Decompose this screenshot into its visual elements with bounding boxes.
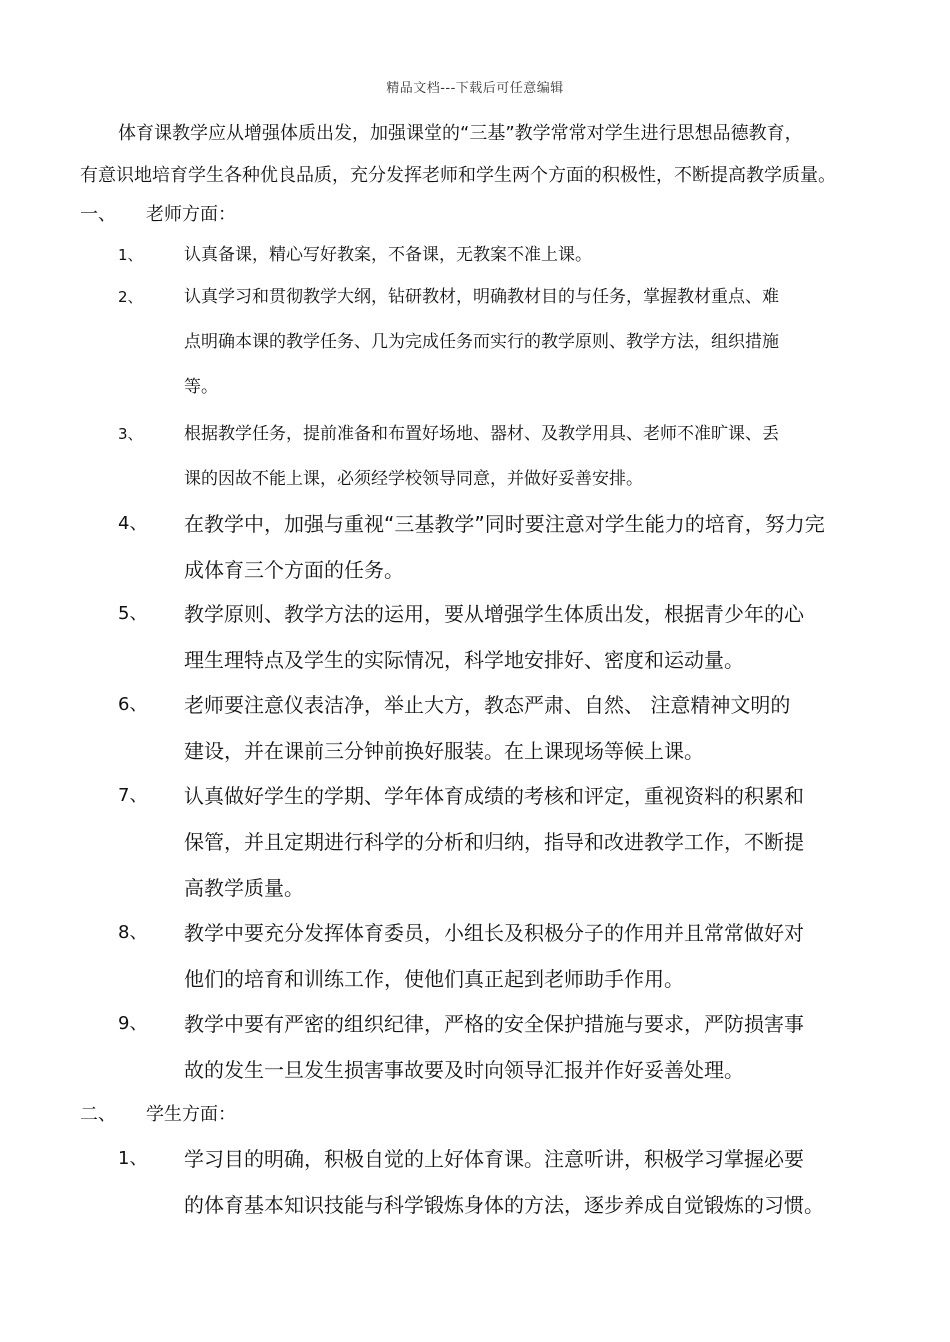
item-number: 1、: [118, 1148, 148, 1169]
section-heading-teachers: [80, 200, 236, 230]
item-line: 教学中要有严密的组织纪律，严格的安全保护措施与要求，严防损害事: [184, 1012, 804, 1036]
item-text: [184, 773, 874, 911]
intro-line: 有意识地培育学生各种优良品质，充分发挥老师和学生两个方面的积极性，不断提高教学质量。: [80, 165, 836, 186]
item-line: 老师要注意仪表洁净，举止大方，教态严肃、自然、 注意精神文明的: [184, 693, 791, 717]
item-number: 3、: [118, 425, 143, 443]
section-number: 二、: [80, 1104, 116, 1125]
header-note: 精品文档---下载后可任意编辑: [386, 81, 564, 96]
item-text: [184, 1136, 874, 1228]
section-title: 学生方面：: [146, 1104, 236, 1125]
item-text: [184, 501, 874, 593]
list-item: [118, 412, 878, 502]
item-text: [184, 275, 874, 410]
item-text: [184, 1001, 874, 1093]
list-item: [118, 275, 878, 410]
item-text: [184, 233, 874, 278]
item-line: 成体育三个方面的任务。: [184, 558, 404, 582]
item-line: 理生理特点及学生的实际情况，科学地安排好、密度和运动量。: [184, 648, 744, 672]
item-line: 教学原则、教学方法的运用，要从增强学生体质出发，根据青少年的心: [184, 602, 804, 626]
item-line: 等。: [184, 377, 218, 397]
item-line: 他们的培育和训练工作，使他们真正起到老师助手作用。: [184, 967, 684, 991]
item-number: 5、: [118, 603, 148, 624]
item-text: [184, 682, 874, 774]
item-line: 认真备课，精心写好教案，不备课，无教案不准上课。: [184, 245, 592, 265]
item-line: 教学中要充分发挥体育委员，小组长及积极分子的作用并且常常做好对: [184, 921, 804, 945]
item-number: 8、: [118, 922, 148, 943]
section-number: 一、: [80, 204, 116, 225]
list-item: [118, 1001, 878, 1093]
item-number: 9、: [118, 1013, 148, 1034]
item-line: 课的因故不能上课，必须经学校领导同意，并做好妥善安排。: [184, 469, 643, 489]
item-line: 故的发生一旦发生损害事故要及时向领导汇报并作好妥善处理。: [184, 1058, 744, 1082]
intro-paragraph: [80, 113, 890, 197]
section-title: 老师方面：: [146, 204, 236, 225]
section-heading-students: [80, 1100, 236, 1130]
item-number: 6、: [118, 694, 148, 715]
list-item: [118, 773, 878, 911]
item-line: 学习目的明确，积极自觉的上好体育课。注意听讲，积极学习掌握必要: [184, 1147, 804, 1171]
item-number: 2、: [118, 288, 143, 306]
item-number: 7、: [118, 785, 148, 806]
item-line: 的体育基本知识技能与科学锻炼身体的方法，逐步养成自觉锻炼的习惯。: [184, 1193, 824, 1217]
list-item: [118, 501, 878, 593]
list-item: [118, 1136, 878, 1228]
item-line: 在教学中，加强与重视“三基教学”同时要注意对学生能力的培育，努力完: [184, 512, 825, 536]
item-text: [184, 591, 874, 683]
list-item: [118, 591, 878, 683]
item-line: 保管，并且定期进行科学的分析和归纳，指导和改进教学工作，不断提: [184, 830, 804, 854]
item-number: 1、: [118, 246, 143, 264]
item-line: 认真学习和贯彻教学大纲，钻研教材，明确教材目的与任务，掌握教材重点、难: [184, 287, 779, 307]
intro-line: 体育课教学应从增强体质出发，加强课堂的“三基”教学常常对学生进行思想品德教育，: [118, 123, 803, 144]
list-item: [118, 233, 878, 278]
item-line: 认真做好学生的学期、学年体育成绩的考核和评定，重视资料的积累和: [184, 784, 804, 808]
item-line: 建设，并在课前三分钟前换好服装。在上课现场等候上课。: [184, 739, 704, 763]
item-line: 点明确本课的教学任务、几为完成任务而实行的教学原则、教学方法，组织措施: [184, 332, 779, 352]
item-text: [184, 412, 874, 502]
list-item: [118, 682, 878, 774]
item-line: 根据教学任务，提前准备和布置好场地、器材、及教学用具、老师不准旷课、丢: [184, 424, 779, 444]
item-text: [184, 910, 874, 1002]
list-item: [118, 910, 878, 1002]
item-line: 高教学质量。: [184, 876, 304, 900]
item-number: 4、: [118, 513, 148, 534]
